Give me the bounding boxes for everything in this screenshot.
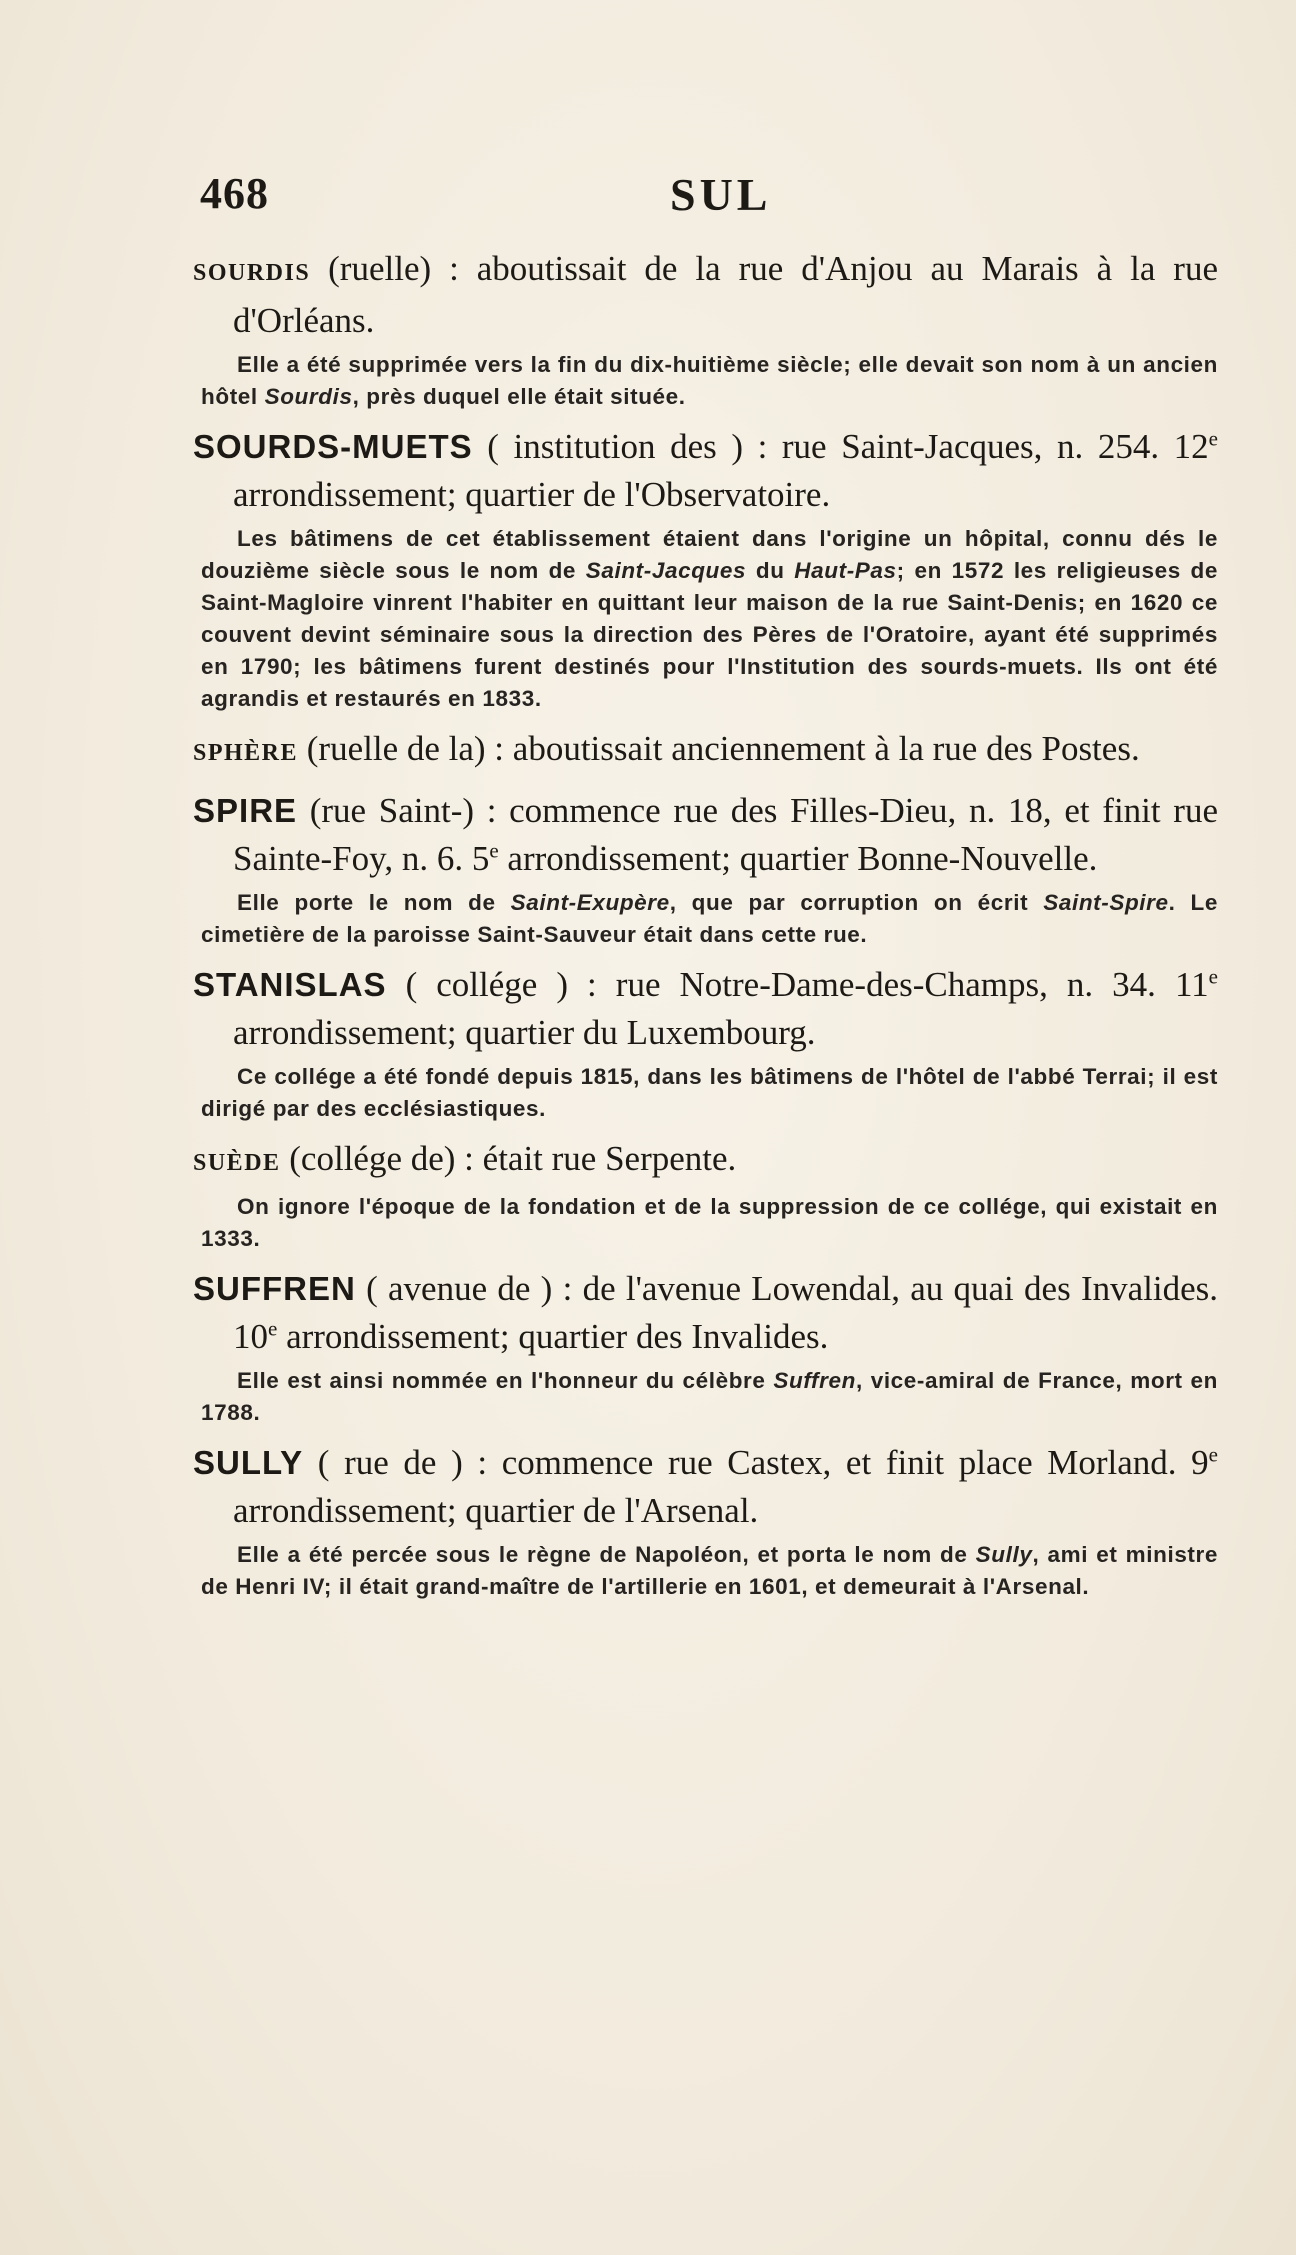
entry-location: ( rue de ) : commence rue Castex, et finit place Morland. 9e arrondissement; quartier de l'Arsenal. [233, 1442, 1218, 1530]
entry-location: ( avenue de ) : de l'avenue Lowendal, au quai des Invalides. 10e arrondissement; quartier des Invalides. [233, 1269, 1218, 1356]
dictionary-entry [193, 1439, 1218, 1603]
entry-location: (collége de) : était rue Serpente. [280, 1139, 737, 1178]
entry-location: (rue Saint-) : commence rue des Filles-Dieu, n. 18, et finit rue Sainte-Foy, n. 6. 5e arrondissement; quartier Bonne-Nouvelle. [233, 791, 1218, 878]
entry-heading [193, 245, 1218, 345]
entry-location: (ruelle) : aboutissait de la rue d'Anjou au Marais à la rue d'Orléans. [233, 249, 1218, 340]
entry-heading [193, 423, 1218, 519]
entry-heading [193, 725, 1218, 777]
entry-headword: SPIRE [193, 792, 298, 829]
entry-note: On ignore l'époque de la fondation et de la suppression de ce collége, qui existait en 1333. [201, 1194, 1218, 1251]
dictionary-entry [193, 961, 1218, 1125]
entry-heading [193, 961, 1218, 1057]
entry-heading [193, 1439, 1218, 1535]
entry-location: (ruelle de la) : aboutissait anciennement à la rue des Postes. [298, 729, 1140, 768]
entry-location: ( collége ) : rue Notre-Dame-des-Champs, n. 34. 11e arrondissement; quartier du Luxembourg. [233, 964, 1218, 1052]
entry-heading [193, 1265, 1218, 1361]
entry-headword: STANISLAS [193, 966, 387, 1003]
entry-note: Les bâtimens de cet établissement étaient dans l'origine un hôpital, connu dés le douzième siècle sous le nom de Saint-Jacques du Haut-Pas; en 1572 les religieuses de Saint-Magloire vinrent l'habiter en quittant leur maison de la rue Saint-Denis; en 1620 ce couvent devint séminaire sous la direction des Pères de l'Oratoire, ayant été supprimés en 1790; les bâtimens furent destinés pour l'Institution des sourds-muets. Ils ont été agrandis et restaurés en 1833. [201, 526, 1219, 711]
dictionary-entry [193, 1135, 1218, 1255]
entry-note: Elle est ainsi nommée en l'honneur du célèbre Suffren, vice-amiral de France, mort en 1788. [201, 1368, 1218, 1425]
page-header [200, 168, 1215, 228]
dictionary-entries [193, 245, 1218, 1613]
dictionary-entry [193, 787, 1218, 951]
entry-headword: SUFFREN [193, 1270, 356, 1307]
dictionary-entry [193, 1265, 1218, 1429]
entry-headword: SPHÈRE [193, 740, 299, 766]
running-head: SUL [670, 169, 772, 220]
entry-heading [193, 1135, 1218, 1187]
entry-headword: SULLY [193, 1444, 304, 1481]
entry-location: ( institution des ) : rue Saint-Jacques, n. 254. 12e arrondissement; quartier de l'Observatoire. [233, 426, 1218, 514]
entry-note: Elle porte le nom de Saint-Exupère, que par corruption on écrit Saint-Spire. Le cimetière de la paroisse Saint-Sauveur était dans cette rue. [201, 890, 1218, 947]
entry-note: Elle a été supprimée vers la fin du dix-huitième siècle; elle devait son nom à un ancien hôtel Sourdis, près duquel elle était située. [201, 352, 1218, 409]
dictionary-entry [193, 245, 1218, 413]
entry-note: Ce collége a été fondé depuis 1815, dans les bâtimens de l'hôtel de l'abbé Terrai; il est dirigé par des ecclésiastiques. [201, 1064, 1218, 1121]
entry-note: Elle a été percée sous le règne de Napoléon, et porta le nom de Sully, ami et ministre de Henri IV; il était grand-maître de l'artillerie en 1601, et demeurait à l'Arsenal. [201, 1542, 1218, 1599]
dictionary-entry [193, 423, 1218, 715]
entry-headword: SUÈDE [193, 1150, 281, 1176]
entry-headword: SOURDIS [193, 260, 311, 286]
page-number: 468 [200, 169, 269, 218]
entry-headword: SOURDS-MUETS [193, 428, 473, 465]
dictionary-entry [193, 725, 1218, 777]
entry-heading [193, 787, 1218, 883]
